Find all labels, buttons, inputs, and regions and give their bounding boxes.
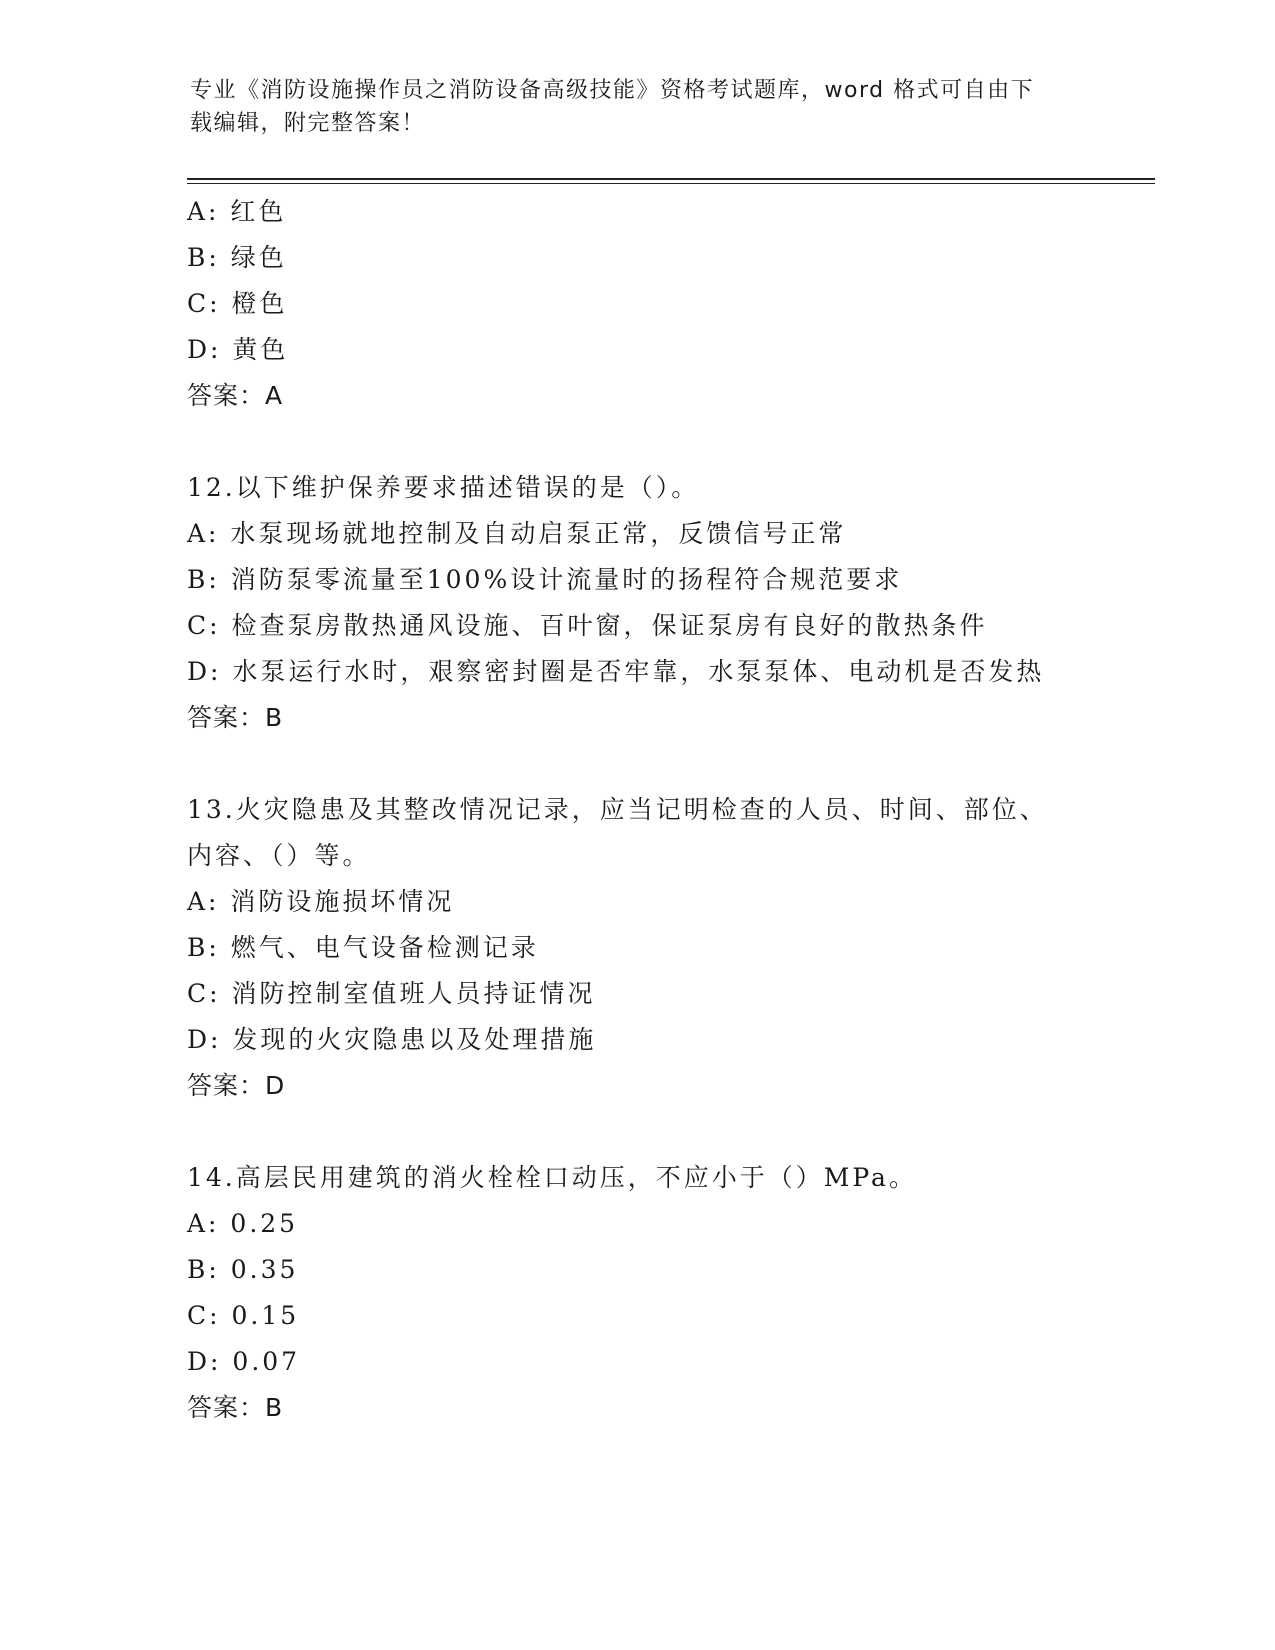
header-line-1: 专业《消防设施操作员之消防设备高级技能》资格考试题库，word 格式可自由下 xyxy=(190,78,1035,103)
option-a: A: 0.25 xyxy=(187,1209,299,1238)
answer-line: 答案：B xyxy=(187,703,284,732)
option-a: A: 水泵现场就地控制及自动启泵正常，反馈信号正常 xyxy=(187,519,847,548)
option-c: C: 橙色 xyxy=(187,289,288,318)
spacer xyxy=(187,741,1147,787)
answer-line: 答案：D xyxy=(187,1071,286,1100)
question-12 xyxy=(187,465,1147,741)
header-line-2: 载编辑，附完整答案！ xyxy=(190,111,426,136)
document-header xyxy=(190,74,1090,140)
option-a: A: 红色 xyxy=(187,197,287,226)
option-b: B: 消防泵零流量至100%设计流量时的扬程符合规范要求 xyxy=(187,565,903,594)
question-text: 14.高层民用建筑的消火栓栓口动压，不应小于（）MPa。 xyxy=(187,1163,917,1192)
question-13 xyxy=(187,787,1147,1109)
option-b: B: 0.35 xyxy=(187,1255,299,1284)
question-11 xyxy=(187,189,1147,419)
spacer xyxy=(187,1109,1147,1155)
option-c: C: 检查泵房散热通风设施、百叶窗，保证泵房有良好的散热条件 xyxy=(187,611,988,640)
question-text: 12.以下维护保养要求描述错误的是（）。 xyxy=(187,473,700,502)
option-d: D: 发现的火灾隐患以及处理措施 xyxy=(187,1025,597,1054)
answer-line: 答案：B xyxy=(187,1393,284,1422)
spacer xyxy=(187,419,1147,465)
answer-line: 答案：A xyxy=(187,381,284,410)
header-rule-thin xyxy=(187,183,1155,184)
option-b: B: 燃气、电气设备检测记录 xyxy=(187,933,539,962)
option-d: D: 水泵运行水时，艰察密封圈是否牢靠，水泵泵体、电动机是否发热 xyxy=(187,657,1045,686)
question-text-line-2: 内容、（）等。 xyxy=(187,841,371,870)
option-d: D: 0.07 xyxy=(187,1347,301,1376)
question-14 xyxy=(187,1155,1147,1431)
question-text-line-1: 13.火灾隐患及其整改情况记录，应当记明检查的人员、时间、部位、 xyxy=(187,795,1048,824)
option-c: C: 0.15 xyxy=(187,1301,300,1330)
option-d: D: 黄色 xyxy=(187,335,289,364)
header-rule-thick xyxy=(187,178,1155,180)
option-a: A: 消防设施损坏情况 xyxy=(187,887,455,916)
option-b: B: 绿色 xyxy=(187,243,287,272)
option-c: C: 消防控制室值班人员持证情况 xyxy=(187,979,596,1008)
question-list xyxy=(187,189,1147,1431)
